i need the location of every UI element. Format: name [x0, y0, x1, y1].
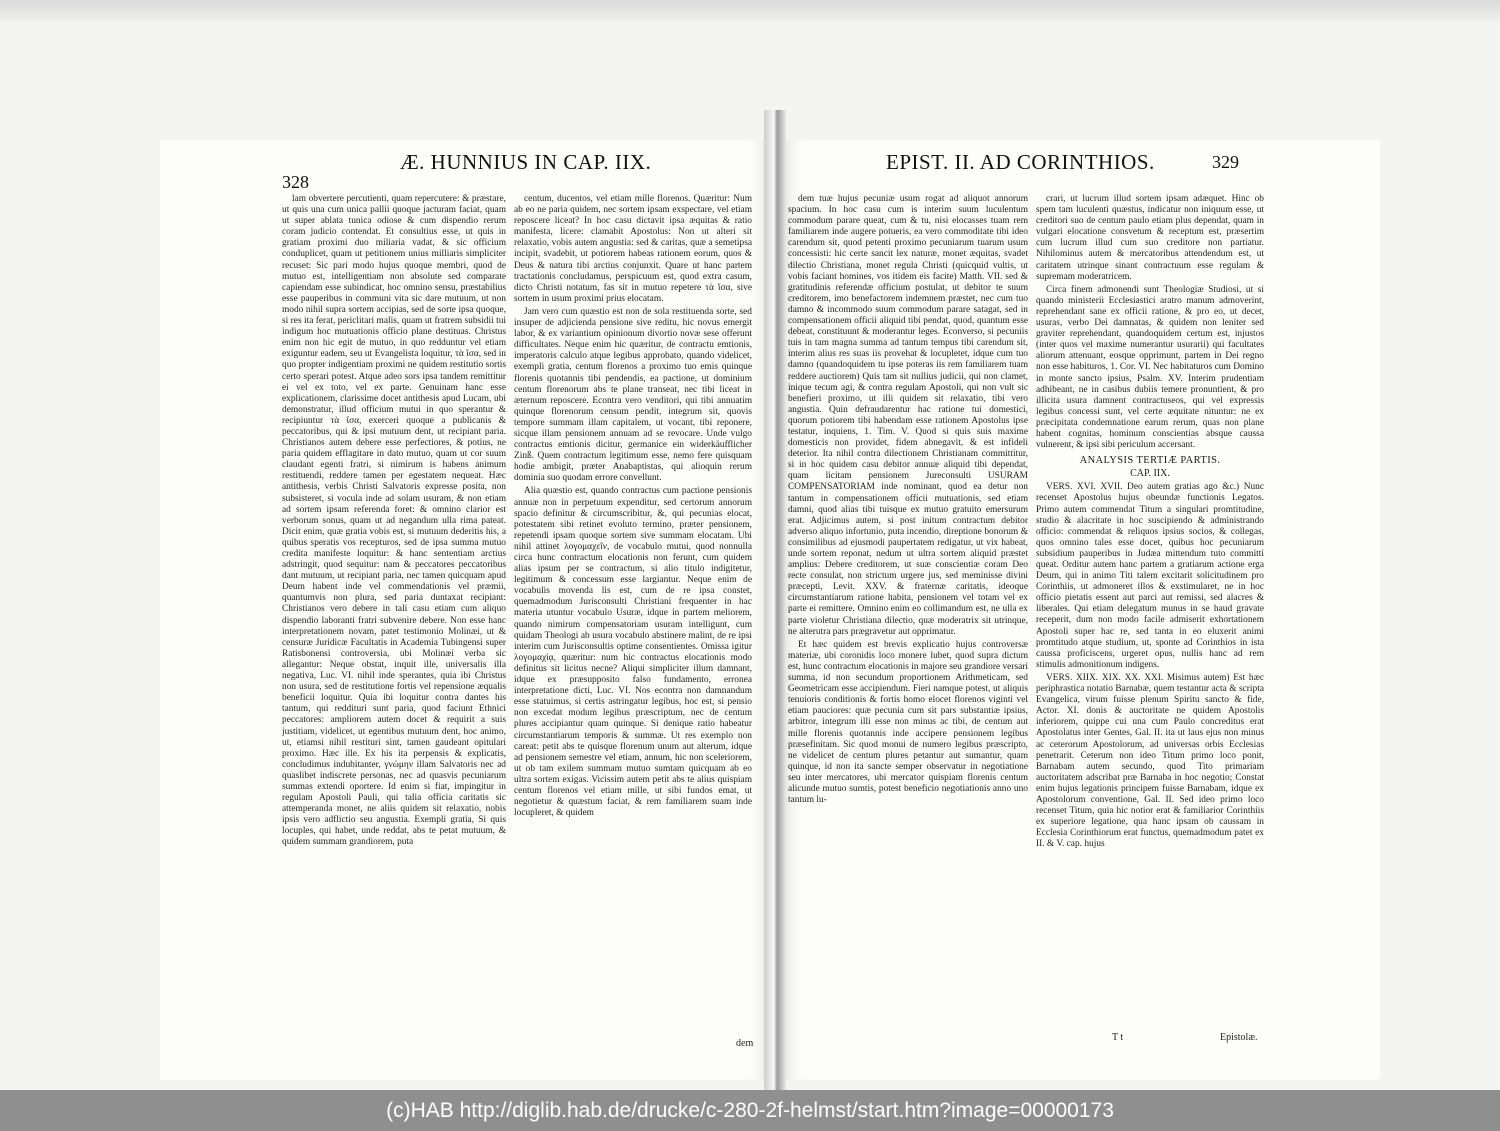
left-running-head: Æ. HUNNIUS IN CAP. IIX. — [400, 150, 652, 174]
signature-mark: T t — [1112, 1032, 1124, 1043]
paragraph: lam obvertere percutienti, quam repercutere: & præstare, ut quis una cum unica pallii quoque jacturam faciat, quam ut super ablata tunica odiose & cum dispendio rerum coram judicio contendat. Et consultius esse, ut quis in gratiam proximi duo miliaria vadat, & sic officium conduplicet, quam ut petitionem unius milliaris simpliciter recuset: Sic pari modo hujus quoque membri, quod de mutuo est, intelligentiam non absolute sed comparate capiendam esse subindicat, hoc omnino sensu, præstabilius esse pauperibus in communi vita sic dare mutuum, ut non modo nihil supra sortem accipias, sed de sorte ipsa quoque, si res ita ferat, periclitari malis, quam ut fratrem subsidii tui indigum hoc mutuationis officio plane destituas. Christus enim non hic egit de mutuo, in quo redduntur vel etiam exiguntur eadem, seu ut Evangelista loquitur, τὰ ἴσα, sed in quo propter indigentiam proximi ne quidem restitutio sortis certo sperari potest. Atque adeo sors ipsa tandem remittitur ei vel ex toto, vel ex parte. Genuinam hanc esse explicationem, clarissime docet antithesis apud Lucam, ubi demonstratur, illud officium mutui in quo sperantur & recipiuntur τὰ ἴσα, exerceri quoque a publicanis & peccatoribus, qui & ipsi mutuum dent, ut recipiant paria. Christianos autem debere esse perfectiores, & potius, ne paria quidem efflagitare in dato mutuo, quam ut cor suum claudant egenti fratri, si nimirum is habens animum restituendi, reddere tamen per egestatem nequeat. Hæc antithesis, verbis Christi Salvatoris expresse posita, non subsisteret, si vocula inde ad solam usuram, & non etiam ad sortem ipsam referenda foret: & omnino clarior est verborum sonus, quam ut ad negandum ulla rima pateat. Dicit enim, quæ gratia vobis est, si mutuum dederitis his, a quibus speratis vos recepturos, sed de ipsa summa mutuo credita manifeste loquitur: & hanc sententiam arctius adstringit, quod sequitur: nam & peccatores peccatoribus dant mutuum, ut recipiant paria, nec tamen quicquam apud Deum habent inde vel commendationis vel præmii, quantumvis non plura, sed paria duntaxat recipiant: Christianos vero debere in tali casu etiam cum aliquo dispendio laboranti fratri subvenire debere. Non esse hanc interpretationem novam, patet testimonio Molinæi, ut & censuræ Juridicæ Facultatis in Academia Tubingensi super Ratisbonensi controversia, ubi Molinæi verba sic allegantur: Neque obstat, inquit ille, universalis illa negativa, Luc. VI. nihil inde sperantes, quia ibi Christus non usura, sed de restitutione fortis vel repensione æqualis beneficii loquitur. Quia ibi loquitur contra dantes his tantum, qui reddituri sunt paria, quod faciunt Ethnici peccatores: ampliorem autem docet & requirit a suis justitiam, videlicet, ut egentibus mutuum dent, hoc animo, ut, etiamsi nihil restituri sint, tamen gaudeant opitulari proximo. Hæc ille. Ex his ita perpensis & explicatis, concludimus indubitanter, γνώμην illam Salvatoris nec ad quaslibet indiscrete personas, nec ad quasvis pecuniarum summas extendi oportere. Id enim si fiat, impingitur in regulam Apostoli Pauli, qui talia officia caritatis sic attemperanda monet, ne aliis quidem sit relaxatio, nobis ipsis vero adflictio seu angustia. Exempli gratia, Si quis locuples, qui habet, unde reddat, abs te petat mutuum, & quidem summam grandiorem, puta — [282, 194, 506, 848]
left-catchword: dem — [736, 1038, 754, 1049]
right-page-column-2 — [1036, 194, 1264, 1030]
right-page-number: 329 — [1212, 152, 1239, 172]
section-title: ANALYSIS TERTIÆ PARTIS. — [1079, 455, 1221, 467]
paragraph: Alia quæstio est, quando contractus cum pactione pensionis annuæ non in perpetuum expenditur, sed certorum annorum spacio definitur & circumscribitur, &, qui pecunias elocat, potestatem sibi retinet evoluto termino, præter pensionem, repetendi ipsam quoque sortem sive summam elocatam. Ubi nihil attinet λογομαχεῖν, de vocabulo mutui, quod nonnulla circa hunc contractum elocationis non ferunt, cum quidem alias ipsum per se contractum, si alio titulo indigitetur, legitimum & concessum esse largiantur. Neque enim de vocabulis movenda lis est, cum de re ipsa constet, quemadmodum Jurisconsulti Christiani frequenter in hac materia utuntur vocabulo Usuræ, idque in partem meliorem, quando nimirum compensatoriam usuram intelligunt, cum quidam Theologi ab usura vocabulo abstinere malint, de re ipsi interim cum Jurisconsultis optime consentientes. Omissa igitur λογομαχίᾳ, quæritur: num hic contractus elocationis modo definitus sit licitus necne? Aliqui simpliciter illum damnant, idque ex præsupposito falso fundamento, erronea interpretatione dicti, Luc. VI. Nos econtra non damnandum esse statuimus, si certis astringatur legibus, hoc est, si pensio non excedat modum legibus præscriptum, nec de centum plures accipiantur quam quinque. Si denique ratio habeatur circumstantiarum temporis & summæ. Ut res exemplo non careat: petit abs te quisque florenum unum aut alterum, idque ad pensionem semestre vel etiam, annum, hic non sceleriorem, ut ob tam exilem summam mutuo sumtam quicquam ab eo ultra sortem exigas. Vicissim autem petit abs te alius quispiam centum florenos vel etiam mille, ut sibi fundos emat, ut negotietur & quæstum faciat, & rem familiarem suam inde locupleret, & quidem — [514, 486, 752, 819]
paragraph: centum, ducentos, vel etiam mille florenos. Quæritur: Num ab eo ne paria quidem, nec sortem ipsam exspectare, vel etiam reposcere liceat? In hoc casu dictavit ipsa æquitas & ratio manifesta, licere: clamabit Apostolus: Non ut alteri sit relaxatio, vobis autem angustia: sed & caritas, quæ a semetipsa incipit, svadebit, ut potiorem habeas rationem eorum, quos & Deus & natura tibi arctius conjunxit. Quare ut hanc partem tractationis concludamus, perspicuum est, quod extra casum, dicto Christi notatum, fas sit in mutuo repetere τὰ ἴσα, sive sortem in usum proximi prius elocatam. — [514, 194, 752, 304]
paragraph: dem tuæ hujus pecuniæ usum rogat ad aliquot annorum spacium. In hoc casu cum is interim suum luculentum commodum parare queat, cum & tu, nisi elocasses tuam rem familiarem inde augere potueris, ea vero commoditate tibi ideo carendum sit, quod petenti proximo pecuniarum tuarum usum concessisti: hic certe sancit lex naturæ, monet æquitas, svadet dilectio Christiana, monet regula Christi (quicquid vultis, ut vobis faciant homines, vos itidem eis facite) Matth. VII. sed & gratitudinis referendæ officium postulat, ut debitor te suum creditorem, imo benefactorem indemnem præstet, nec cum tuo damno & incommodo suum commodum parare satagat, sed in compensationem officii aliquid tibi pendat, quod, quantum esse debeat, constituunt & moderantur leges. Econverso, si pecuniis tuis in tam magna summa ad tantum tempus tibi carendum sit, interim alius res suas iis provehat & locupletet, idque cum tuo damno (quandoquidem tu ipse poteras iis rem familiarem tuam reddere auctiorem) Quis tam sit nullius judicii, qui non clamet, inique tecum agi, & contra regulam Apostoli, qui non vult sic benefieri proximo, ut illi quidem sit relaxatio, tibi vero angustia. Quin defraudarentur hac ratione tui domestici, quorum potiorem tibi habendam esse rationem Apostolus ipse testatur, inquiens, 1. Tim. V. Quod si quis suis maxime domesticis non providet, fidem abnegavit, & est infideli deterior. Ita nihil contra dilectionem Christianam committitur, si in hoc quidem casu debitor annuæ aliquid tibi dependat, quam licitam pensionem Jureconsulti USURAM COMPENSATORIAM inde nominant, quod ea detur non tantum in compensationem officii mutuationis, sed etiam damni, quod alias tibi tuisque ex mutuo gratuito emersurum erat. Adjicimus autem, si post initum contractum debitor adverso aliquo infortunio, puta incendio, direptione bonorum & consimilibus ad ejusmodi paupertatem redigatur, ut vix habeat, unde sortem reponat, nedum ut ultra sortem aliquid præstet amplius: Debere creditorem, ut suæ conscientiæ coram Deo recte consulat, non strictum urgere jus, sed meminisse divini præcepti, Levit. XXV. & fraternæ caritatis, ideoque circumstantiarum ratione habita, pensionem vel totam vel ex parte ei remittere. Omnino enim eo collimandum est, ne ulla ex parte violetur Christiana dilectio, quæ moderatrix sit utrinque, ne alterutra pars prægravetur aut opprimatur. — [788, 194, 1028, 637]
paragraph: Jam vero cum quæstio est non de sola restituenda sorte, sed insuper de adjicienda pensione sive reditu, hic novus emergit labor, & ex variantium opinionum divortio novæ sese offerunt difficultates. Neque enim hic quæritur, de contractu emtionis, imperatoris calculo atque legibus approbato, quando videlicet, exempli gratia, centum florenos a proximo tuo emis quinque florenis quotannis tibi pendendis, ea pactione, ut dominium centum florenorum abs te plane transeat, nec tibi liceat in æternum reposcere. Econtra vero venditori, qui tibi annuatim quinque florenorum censum pendit, integrum sit, quovis tempore summam illam capitalem, ut vocant, tibi reponere, sicque illam pensionem annuam ad se revocare. Unde vulgo contractus emtionis dicitur, germanice ein widerkäufflicher Zinß. Quem contractum legitimum esse, nemo fere quisquam hodie ambigit, præter Anabaptistas, qui alioquin rerum dominia suo quodam errore convellunt. — [514, 306, 752, 484]
paragraph: VERS. XIIX. XIX. XX. XXI. Misimus autem) Est hæc periphrastica notatio Barnabæ, quem testantur acta & scripta Evangelica, virum fuisse plenum Spiritu sancto & fide, Actor. XI. donis & auctoritate ne quidem Apostolis inferiorem, quippe cui una cum Paulo concreditus erat Apostolatus inter Gentes, Gal. II. ita ut laus ejus non minus ac ceterorum Apostolorum, ad universas orbis Ecclesias penetrarit. Ceterum non ideo Titum primo loco ponit, Barnabam autem secundo, quod Tito primariam auctoritatem adscribat præ Barnaba in hoc negotio; Constat enim hujus legationis principem fuisse Barnabam, idque ex Apostolorum conventione, Gal. II. Sed ideo primo loco recenset Titum, quia hic notior erat & familiarior Corinthiis ex superiore legatione, qua hanc ipsam ob caussam in Ecclesia Corinthiorum erat functus, quemadmodum patet ex II. & V. cap. hujus — [1036, 672, 1264, 850]
copyright-footer: (c)HAB http://diglib.hab.de/drucke/c-280-2f-helmst/start.htm?image=00000173 — [0, 1090, 1500, 1131]
section-subtitle: CAP. IIX. — [1130, 468, 1170, 480]
right-page-column-1 — [788, 194, 1028, 1030]
left-page-column-1 — [282, 194, 506, 1034]
left-page-column-2 — [514, 194, 752, 1036]
book-gutter — [764, 110, 786, 1090]
paragraph: VERS. XVI. XVII. Deo autem gratias ago &c.) Nunc recenset Apostolus hujus obeundæ functionis Legatos. Primo autem commendat Titum a singulari promtitudine, studio & alacritate in hoc suscipiendo & administrando officio: commendat & reliquos ipsius socios, & collegas, quos omnino tales esse docet, quibus hoc pecuniarum subsidium pauperibus in Judæa mittendum tuto committi queat. Orditur autem hanc partem a gratiarum actione erga Deum, qui in animo Titi talem excitarit solicitudinem pro Corinthiis, ut admoneret illos & exstimularet, ne in hoc officio pietatis essent aut parci aut remissi, sed alacres & liberales. Qui etiam delegatum munus in se haud gravate receperit, dum non modo facile admiserit exhortationem Apostoli super hac re, sed tanta in eo eluxerit animi promtitudo atque studium, ut, sponte ad Corinthios in ista caussa proficiscens, urgeret opus, nullis hanc ad rem stimulis admonitionum indigens. — [1036, 482, 1264, 670]
paragraph: Et hæc quidem est brevis explicatio hujus controversæ materiæ, ubi coronidis loco monere lubet, quod supra dictum est, hunc contractum elocationis in majore seu grandiore versari summa, id non secundum proportionem Arithmeticam, sed Geometricam esse accipiendum. Fieri namque potest, ut aliquis tenuioris conditionis & fortis homo elocet florenos viginti vel etiam pauciores: quæ pecunia cum sit pars substantiæ ipsius, arbitror, integrum illi esse non minus ac tibi, de centum aut mille florenis quotannis inde accipere pensionem legibus præsefinitam. Sic quod monui de numero legibus præscripto, ne videlicet de centum plures petantur aut sumantur, quam quinque, id non ita sancte semper observatur in negotiatione seu inter mercatores, ubi mercator quispiam florenis centum alicunde mutuo sumtis, potest beneficio negotiationis anno uno tantum lu- — [788, 639, 1028, 806]
paragraph: Circa finem admonendi sunt Theologiæ Studiosi, ut si quando ministerii Ecclesiastici aratro manum admoverint, reprehendant sane ex officii ratione, & pro eo, ut decet, usuras, verbo Dei damnatas, & quidem non leniter sed graviter reprehendant, quandoquidem certum est, injustos (inter quos vel maxime numerantur usurarii) qui facultates aliorum attenuant, eosque opprimunt, partem in Dei regno non esse habituros, 1. Cor. VI. Nec habitaturos cum Domino in monte sancto ipsius, Psalm. XV. Interim prudentiam adhibeant, ne in casibus dubiis temere pronuntient, & pro illicita usura damnent contractuseos, qui vel expressis legibus concessi sunt, vel certe æquitate nituntur: ne ex præcipitata condemnatione earum rerum, quas non plane habent cognitas, hominum conscientias absque caussa vulnerent, & ipsi sibi periculum accersant. — [1036, 284, 1264, 451]
right-catchword: Epistolæ. — [1220, 1032, 1258, 1043]
right-running-head: EPIST. II. AD CORINTHIOS. — [886, 150, 1155, 174]
paragraph: crari, ut lucrum illud sortem ipsam adæquet. Hinc ob spem tam luculenti quæstus, indicatur non iniquum esse, ut creditori suo de centum paulo etiam plus dependat, quam in vulgari elocatione consvetum & receptum est, præsertim cum lucrum illud cum suo creditore non partiatur. Nihilominus autem & mercatoribus attendendum est, ut caritatem utrinque sinant contractuum esse regulam & supremam moderatricem. — [1036, 194, 1264, 282]
scan-top-edge — [0, 0, 1500, 22]
left-page-number: 328 — [282, 172, 309, 192]
